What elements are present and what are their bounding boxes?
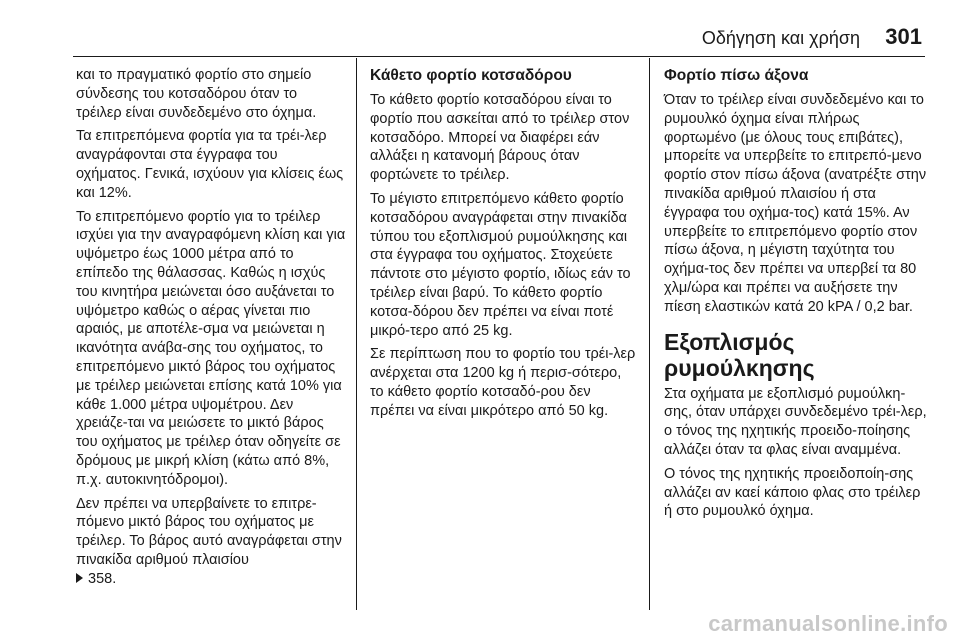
paragraph: και το πραγματικό φορτίο στο σημείο σύνδεσης του κοτσαδόρου όταν το τρέιλερ είναι συνδεδεμένο στο όχημα.: [76, 67, 317, 121]
page-number: 301: [885, 24, 922, 49]
paragraph: Το μέγιστο επιτρεπόμενο κάθετο φορτίο κοτσαδόρου αναγράφεται στην πινακίδα τύπου του εξοπλισμού ρυμούλκησης και στα έγγραφα του οχήματος. Στοχεύετε πάντοτε στο μέγιστο φορτίο, ιδίως εάν το τρέιλερ είναι βαρύ. Το κάθετο φορτίο κοτσα-δόρου δεν πρέπει να είναι ποτέ μικρό-τερο από 25 kg.: [370, 190, 631, 339]
column-divider: [356, 58, 357, 610]
left-column: [76, 66, 346, 594]
section-heading-towing-equipment: Εξοπλισμός ρυμούλκησης: [664, 328, 815, 381]
paragraph: Στα οχήματα με εξοπλισμό ρυμούλκη-σης, όταν υπάρχει συνδεδεμένο τρέι-λερ, ο τόνος της ηχητικής προειδο-ποίησης αλλάζει όταν τα φλας είναι αναμμένα.: [664, 385, 927, 458]
paragraph: Σε περίπτωση που το φορτίο του τρέι-λερ ανέρχεται στα 1200 kg ή περισ-σότερο, το κάθετο φορτίο κοτσαδό-ρου δεν πρέπει να είναι μικρότερο από 50 kg.: [370, 346, 636, 419]
paragraph: Τα επιτρεπόμενα φορτία για τα τρέι-λερ αναγράφονται στα έγγραφα του οχήματος. Γενικά, ισχύουν για κλίσεις έως και 12%.: [76, 128, 344, 201]
paragraph: Το επιτρεπόμενο φορτίο για το τρέιλερ ισχύει για την αναγραφόμενη κλίση και για υψόμετρο έως 1000 μέτρα από το επίπεδο της θάλασσας. Καθώς η ισχύς του κινητήρα μειώνεται όσο αυξάνεται το υψόμετρο καθώς ο αέρας γίνεται πιο αραιός, με αποτέλε-σμα να μειώνεται η ικανότητα ανάβα-σης του οχήματος, το επιτρεπόμενο μικτό βάρος του οχήματος με τρέιλερ μειώνεται επίσης κατά 10% για κάθε 1.000 μέτρα υψομέτρου. Δεν χρειάζε-ται να μειώσετε το μικτό βάρος του οχήματος με τρέιλερ όταν οδηγείτε σε δρόμους με μικρή κλίση (κάτω από 8%, π.χ. αυτοκινητόδρομοι).: [76, 208, 346, 488]
column-divider: [649, 58, 650, 610]
watermark: carmanualsonline.info: [708, 611, 948, 636]
middle-column: [370, 66, 636, 426]
paragraph: Το κάθετο φορτίο κοτσαδόρου είναι το φορτίο που ασκείται από το τρέιλερ στον κοτσαδόρο. Μπορεί να διαφέρει εάν αλλάξει η κατανομή βάρους όταν φορτώνετε το τρέιλερ.: [370, 92, 630, 184]
page-reference-arrow-icon: [76, 573, 83, 583]
page-reference-link[interactable]: 358.: [88, 570, 117, 587]
page-header: [0, 0, 960, 50]
subheading-rear-axle-load: Φορτίο πίσω άξονα: [664, 67, 809, 84]
subheading-vertical-load: Κάθετο φορτίο κοτσαδόρου: [370, 67, 572, 84]
paragraph-text: Δεν πρέπει να υπερβαίνετε το επιτρε-πόμενο μικτό βάρος του οχήματος με τρέιλερ. Το βάρος αυτό αναγράφεται στην πινακίδα αριθμού πλαισίου: [76, 495, 342, 568]
page-title: Οδήγηση και χρήση: [701, 28, 860, 48]
right-column: [664, 66, 928, 526]
header-rule: [73, 56, 925, 57]
paragraph: Ο τόνος της ηχητικής προειδοποίη-σης αλλάζει αν καεί κάποιο φλας στο τρέιλερ ή στο ρυμουλκό όχημα.: [664, 465, 921, 520]
paragraph: Όταν το τρέιλερ είναι συνδεδεμένο και το ρυμουλκό όχημα είναι πλήρως φορτωμένο (με όλους τους επιβάτες), μπορείτε να υπερβείτε το επιτρεπό-μενο φορτίο στον πίσω άξονα (ανατρέξτε στην πινακίδα αριθμού πλαισίου ή στα έγγραφα του οχήμα-τος) κατά 15%. Αν υπερβείτε το επιτρεπόμενο φορτίο στον πίσω άξονα, η μέγιστη ταχύτητα του οχήμα-τος δεν πρέπει να υπερβεί τα 80 χλμ/ώρα και πρέπει να αυξήσετε την πίεση ελαστικών κατά 20 kPA / 0,2 bar.: [664, 92, 927, 315]
paragraph: [76, 495, 346, 589]
